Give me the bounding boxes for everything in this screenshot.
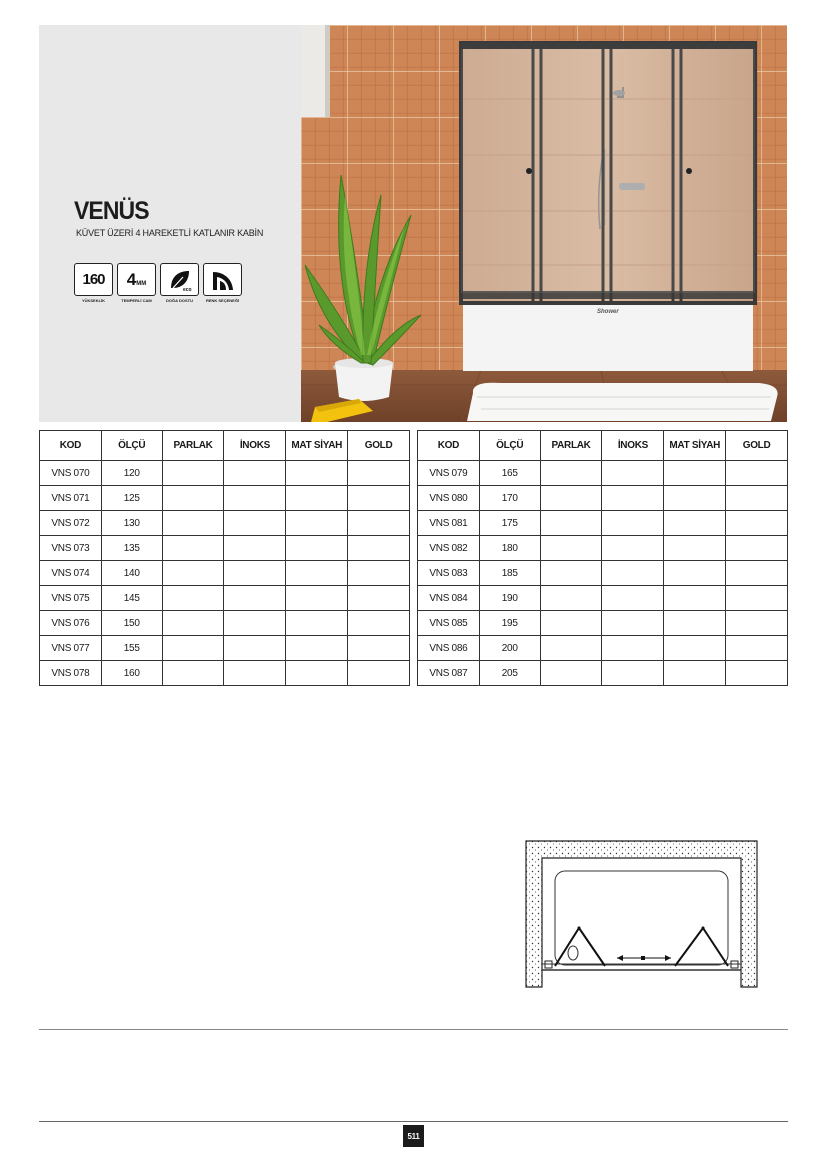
table-header-row: [418, 431, 788, 461]
col-header-mat-siyah: MAT SİYAH: [286, 431, 348, 461]
mat-siyah-cell: [286, 461, 348, 486]
gold-cell: [726, 536, 788, 561]
table-row: [40, 586, 410, 611]
mat-siyah-cell: [664, 561, 726, 586]
col-header-size: ÖLÇÜ: [101, 431, 162, 461]
parlak-cell: [162, 461, 224, 486]
badge-height-value: 160: [82, 271, 105, 288]
mat-siyah-cell: [286, 511, 348, 536]
col-header-gold: GOLD: [726, 431, 788, 461]
parlak-cell: [540, 511, 602, 536]
parlak-cell: [162, 561, 224, 586]
size-cell: 155: [101, 636, 162, 661]
product-code-cell: VNS 082: [418, 536, 480, 561]
width-160-icon: [74, 263, 113, 296]
profile-colors-icon: [203, 263, 242, 296]
technical-drawing: [525, 840, 758, 988]
gold-cell: [726, 611, 788, 636]
table-row: [418, 561, 788, 586]
table-row: [40, 636, 410, 661]
product-code-cell: VNS 077: [40, 636, 102, 661]
size-cell: 165: [479, 461, 540, 486]
col-header-code: KOD: [418, 431, 480, 461]
gold-cell: [726, 461, 788, 486]
gold-cell: [726, 511, 788, 536]
table-row: [418, 461, 788, 486]
table-row: [40, 611, 410, 636]
gold-cell: [348, 611, 410, 636]
size-cell: 205: [479, 661, 540, 686]
product-code-cell: VNS 078: [40, 661, 102, 686]
size-cell: 145: [101, 586, 162, 611]
product-code-cell: VNS 086: [418, 636, 480, 661]
gold-cell: [348, 511, 410, 536]
size-cell: 185: [479, 561, 540, 586]
footer-divider: [39, 1029, 788, 1030]
product-code-cell: VNS 083: [418, 561, 480, 586]
product-code-cell: VNS 071: [40, 486, 102, 511]
table-row: [418, 661, 788, 686]
table-row: [40, 536, 410, 561]
col-header-inoks: İNOKS: [224, 431, 286, 461]
size-cell: 160: [101, 661, 162, 686]
inoks-cell: [602, 561, 664, 586]
mat-siyah-cell: [664, 461, 726, 486]
inoks-cell: [602, 461, 664, 486]
gold-cell: [348, 586, 410, 611]
table-row: [40, 511, 410, 536]
badge-glass-value: 4: [126, 269, 137, 289]
inoks-cell: [602, 586, 664, 611]
parlak-cell: [162, 611, 224, 636]
size-cell: 195: [479, 611, 540, 636]
size-cell: 130: [101, 511, 162, 536]
inoks-cell: [224, 661, 286, 686]
parlak-cell: [162, 511, 224, 536]
gold-cell: [348, 636, 410, 661]
badge-glass: [117, 263, 156, 305]
badge-color: [203, 263, 242, 305]
gold-cell: [348, 561, 410, 586]
gold-cell: [348, 486, 410, 511]
inoks-cell: [224, 586, 286, 611]
size-cell: 120: [101, 461, 162, 486]
size-cell: 175: [479, 511, 540, 536]
parlak-cell: [540, 536, 602, 561]
product-code-cell: VNS 079: [418, 461, 480, 486]
product-code-cell: VNS 074: [40, 561, 102, 586]
product-title: VENÜS: [74, 197, 149, 225]
inoks-cell: [224, 561, 286, 586]
inoks-cell: [224, 461, 286, 486]
badge-height-caption: YÜKSEKLİK: [81, 298, 106, 303]
size-cell: 125: [101, 486, 162, 511]
table-row: [418, 611, 788, 636]
gold-cell: [726, 636, 788, 661]
product-code-cell: VNS 072: [40, 511, 102, 536]
mat-siyah-cell: [664, 511, 726, 536]
product-code-cell: VNS 070: [40, 461, 102, 486]
size-cell: 200: [479, 636, 540, 661]
product-code-cell: VNS 084: [418, 586, 480, 611]
table-header-row: [40, 431, 410, 461]
parlak-cell: [162, 536, 224, 561]
table-row: [40, 561, 410, 586]
product-code-cell: VNS 080: [418, 486, 480, 511]
inoks-cell: [224, 486, 286, 511]
badge-glass-unit: MM: [136, 280, 147, 287]
inoks-cell: [602, 661, 664, 686]
parlak-cell: [540, 561, 602, 586]
product-code-cell: VNS 076: [40, 611, 102, 636]
parlak-cell: [540, 636, 602, 661]
parlak-cell: [540, 661, 602, 686]
parlak-cell: [162, 486, 224, 511]
mat-siyah-cell: [286, 486, 348, 511]
mat-siyah-cell: [664, 636, 726, 661]
table-row: [418, 586, 788, 611]
col-header-parlak: PARLAK: [540, 431, 602, 461]
parlak-cell: [162, 661, 224, 686]
svg-text:eco: eco: [182, 286, 192, 292]
gold-cell: [348, 461, 410, 486]
mat-siyah-cell: [286, 536, 348, 561]
inoks-cell: [602, 536, 664, 561]
price-table-right: [417, 430, 788, 686]
eco-leaf-icon: [160, 263, 199, 296]
parlak-cell: [540, 611, 602, 636]
gold-cell: [348, 536, 410, 561]
badge-eco: [160, 263, 199, 305]
badge-glass-caption: TEMPERLİ CAM: [121, 298, 152, 303]
size-cell: 150: [101, 611, 162, 636]
parlak-cell: [162, 586, 224, 611]
table-row: [418, 511, 788, 536]
size-cell: 135: [101, 536, 162, 561]
inoks-cell: [602, 611, 664, 636]
col-header-mat-siyah: MAT SİYAH: [664, 431, 726, 461]
inoks-cell: [602, 486, 664, 511]
product-code-cell: VNS 085: [418, 611, 480, 636]
badge-eco-caption: DOĞA DOSTU: [166, 298, 193, 303]
gold-cell: [726, 586, 788, 611]
tub-brand-label: Shower: [597, 309, 619, 315]
col-header-parlak: PARLAK: [162, 431, 224, 461]
inoks-cell: [224, 536, 286, 561]
size-cell: 190: [479, 586, 540, 611]
bathroom-illustration: [301, 25, 787, 422]
col-header-size: ÖLÇÜ: [479, 431, 540, 461]
feature-badges: [74, 263, 242, 305]
product-photo: [301, 25, 787, 422]
mat-siyah-cell: [286, 611, 348, 636]
gold-cell: [726, 486, 788, 511]
parlak-cell: [540, 586, 602, 611]
price-table-left: [39, 430, 410, 686]
product-code-cell: VNS 087: [418, 661, 480, 686]
mat-siyah-cell: [664, 661, 726, 686]
parlak-cell: [540, 461, 602, 486]
mat-siyah-cell: [286, 636, 348, 661]
mat-siyah-cell: [286, 586, 348, 611]
table-row: [418, 536, 788, 561]
col-header-gold: GOLD: [348, 431, 410, 461]
gold-cell: [726, 561, 788, 586]
inoks-cell: [602, 636, 664, 661]
bottom-rule: [39, 1121, 788, 1122]
col-header-code: KOD: [40, 431, 102, 461]
table-row: [418, 486, 788, 511]
table-row: [40, 661, 410, 686]
product-code-cell: VNS 075: [40, 586, 102, 611]
inoks-cell: [602, 511, 664, 536]
product-code-cell: VNS 073: [40, 536, 102, 561]
mat-siyah-cell: [664, 611, 726, 636]
inoks-cell: [224, 611, 286, 636]
gold-cell: [348, 661, 410, 686]
size-cell: 170: [479, 486, 540, 511]
product-description: KÜVET ÜZERİ 4 HAREKETLİ KATLANIR KABİN: [76, 228, 264, 238]
product-info-panel: [39, 25, 301, 422]
product-code-cell: VNS 081: [418, 511, 480, 536]
inoks-cell: [224, 511, 286, 536]
page-number: 511: [403, 1125, 424, 1147]
mat-siyah-cell: [664, 586, 726, 611]
badge-color-caption: RENK SEÇENEĞİ: [205, 298, 240, 303]
table-row: [418, 636, 788, 661]
parlak-cell: [540, 486, 602, 511]
table-row: [40, 461, 410, 486]
tempered-glass-4mm-icon: [117, 263, 156, 296]
mat-siyah-cell: [664, 486, 726, 511]
inoks-cell: [224, 636, 286, 661]
size-cell: 140: [101, 561, 162, 586]
size-cell: 180: [479, 536, 540, 561]
mat-siyah-cell: [286, 661, 348, 686]
mat-siyah-cell: [286, 561, 348, 586]
parlak-cell: [162, 636, 224, 661]
mat-siyah-cell: [664, 536, 726, 561]
table-row: [40, 486, 410, 511]
badge-height: [74, 263, 113, 305]
gold-cell: [726, 661, 788, 686]
col-header-inoks: İNOKS: [602, 431, 664, 461]
